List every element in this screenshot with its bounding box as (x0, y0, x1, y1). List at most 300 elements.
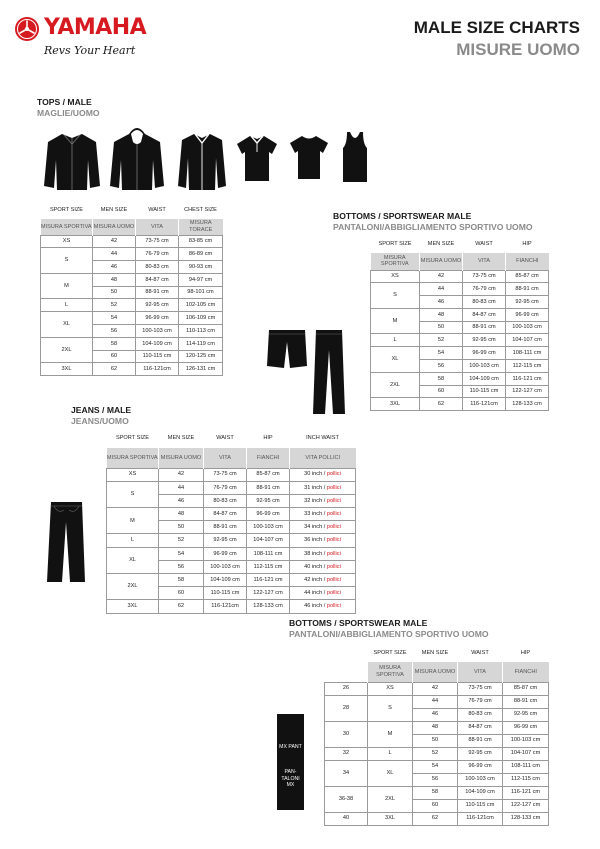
waist-cell: 73-75 cm (463, 270, 506, 283)
men-size-cell: 54 (159, 547, 204, 560)
sport-size-cell: S (107, 481, 159, 507)
col-vita: VITA (136, 219, 179, 235)
waist-cell: 116-121cm (463, 398, 506, 411)
table-row (107, 547, 356, 560)
inch-waist-cell (290, 534, 356, 547)
waist-cell: 100-103 cm (136, 325, 179, 338)
chest-cell: 98-101 cm (179, 286, 223, 299)
sport-size-cell: S (368, 695, 413, 721)
waist-cell: 73-75 cm (458, 682, 503, 695)
men-size-cell: 50 (420, 321, 463, 334)
table-row (371, 270, 549, 283)
waist-cell: 92-95 cm (458, 747, 503, 760)
mx-size-cell: 32 (325, 747, 368, 760)
hip-cell: 85-87 cm (506, 270, 549, 283)
hip-cell: 96-99 cm (506, 308, 549, 321)
col-mx-size (325, 644, 368, 662)
hip-cell: 104-107 cm (506, 334, 549, 347)
hip-cell: 108-111 cm (506, 347, 549, 360)
men-size-cell: 62 (159, 600, 204, 613)
inch-value: 36 inch / (304, 537, 327, 544)
table-row (41, 312, 223, 325)
sport-size-cell: L (41, 299, 93, 312)
jacket-icon (42, 130, 102, 192)
inch-waist-cell (290, 521, 356, 534)
waist-cell: 110-115 cm (458, 799, 503, 812)
sport-size-cell: 2XL (41, 337, 93, 363)
pollici-word: pollici (326, 576, 341, 583)
col-waist: WAIST (148, 207, 166, 214)
inch-waist-cell (290, 547, 356, 560)
hip-cell: 104-107 cm (503, 747, 549, 760)
men-size-cell: 48 (413, 721, 458, 734)
pollici-word: pollici (326, 471, 341, 478)
inch-value: 34 inch / (304, 524, 327, 531)
tops-size-table (40, 202, 223, 376)
hip-cell: 128-133 cm (506, 398, 549, 411)
sport-size-cell: M (107, 508, 159, 534)
hip-cell: 100-103 cm (506, 321, 549, 334)
waist-cell: 96-99 cm (204, 547, 247, 560)
pollici-word: pollici (326, 603, 341, 610)
sport-size-cell: S (371, 283, 420, 309)
waist-cell: 100-103 cm (458, 773, 503, 786)
sport-size-cell: XS (107, 468, 159, 481)
chest-cell: 114-119 cm (179, 337, 223, 350)
inch-value: 42 inch / (304, 576, 327, 583)
waist-cell: 100-103 cm (463, 360, 506, 373)
mx-size-cell: 28 (325, 695, 368, 721)
mx-size-cell: 30 (325, 721, 368, 747)
shorts-icon (266, 328, 308, 370)
tank-top-icon (342, 130, 368, 184)
col-misura-sportiva: MISURA SPORTIVA (371, 253, 420, 270)
tops-header-en (41, 202, 223, 219)
men-size-cell: 48 (159, 508, 204, 521)
table-row (371, 398, 549, 411)
table-row (325, 812, 549, 825)
bottoms1-title-it: PANTALONI/ABBIGLIAMENTO SPORTIVO UOMO (333, 222, 533, 232)
waist-cell: 116-121cm (204, 600, 247, 613)
pollici-word: pollici (326, 524, 341, 531)
sport-size-cell: XS (41, 235, 93, 248)
men-size-cell: 54 (93, 312, 136, 325)
hip-cell: 85-87 cm (247, 468, 290, 481)
waist-cell: 80-83 cm (458, 708, 503, 721)
pollici-word: pollici (326, 510, 341, 517)
table-row (107, 574, 356, 587)
table-row (325, 721, 549, 734)
brand-name: YAMAHA (44, 15, 147, 40)
jeans-size-table (106, 428, 356, 614)
jeans-title-it: JEANS/UOMO (71, 416, 129, 426)
hip-cell: 128-133 cm (247, 600, 290, 613)
col-sport-size: SPORT SIZE (49, 207, 84, 214)
waist-cell: 84-87 cm (458, 721, 503, 734)
men-size-cell: 62 (420, 398, 463, 411)
col-sport-size: SPORT SIZE (378, 241, 412, 248)
col-men-size: MEN SIZE (100, 207, 128, 214)
waist-cell: 88-91 cm (204, 521, 247, 534)
waist-cell: 96-99 cm (463, 347, 506, 360)
chest-cell: 110-113 cm (179, 325, 223, 338)
inch-value: 32 inch / (304, 497, 327, 504)
waist-cell: 88-91 cm (463, 321, 506, 334)
sport-size-cell: XL (368, 760, 413, 786)
men-size-cell: 42 (159, 468, 204, 481)
tops-title-en: TOPS / MALE (37, 97, 92, 107)
col-misura-sportiva: MISURA SPORTIVA (368, 662, 413, 682)
waist-cell: 92-95 cm (204, 534, 247, 547)
bottoms2-header-it (325, 662, 549, 682)
col-men-size: MEN SIZE (167, 434, 195, 441)
tshirt-icon (288, 133, 330, 181)
col-waist: WAIST (471, 649, 489, 656)
men-size-cell: 44 (93, 248, 136, 261)
page-title-it: MISURE UOMO (456, 40, 580, 59)
men-size-cell: 60 (159, 587, 204, 600)
sport-size-cell: M (368, 721, 413, 747)
men-size-cell: 52 (93, 299, 136, 312)
col-sport-size: SPORT SIZE (373, 649, 407, 656)
men-size-cell: 60 (93, 350, 136, 363)
sport-size-cell: 3XL (107, 600, 159, 613)
col-misura-uomo: MISURA UOMO (413, 662, 458, 682)
col-chest-size: CHEST SIZE (184, 207, 217, 214)
men-size-cell: 58 (93, 337, 136, 350)
inch-value: 46 inch / (304, 603, 327, 610)
waist-cell: 110-115 cm (136, 350, 179, 363)
sport-size-cell: L (368, 747, 413, 760)
inch-waist-cell (290, 587, 356, 600)
men-size-cell: 54 (420, 347, 463, 360)
waist-cell: 84-87 cm (463, 308, 506, 321)
waist-cell: 96-99 cm (458, 760, 503, 773)
col-men-size: MEN SIZE (421, 649, 449, 656)
men-size-cell: 50 (159, 521, 204, 534)
jeans-header-en (107, 428, 356, 448)
men-size-cell: 62 (413, 812, 458, 825)
waist-cell: 76-79 cm (204, 481, 247, 494)
waist-cell: 104-109 cm (458, 786, 503, 799)
polo-icon (235, 133, 279, 183)
table-row (107, 508, 356, 521)
table-row (371, 334, 549, 347)
bottoms2-title-it: PANTALONI/ABBIGLIAMENTO SPORTIVO UOMO (289, 629, 489, 639)
inch-waist-cell (290, 560, 356, 573)
hip-cell: 104-107 cm (247, 534, 290, 547)
hip-cell: 108-111 cm (503, 760, 549, 773)
men-size-cell: 46 (159, 494, 204, 507)
waist-cell: 104-109 cm (204, 574, 247, 587)
waist-cell: 104-109 cm (463, 372, 506, 385)
men-size-cell: 46 (420, 296, 463, 309)
hip-cell: 85-87 cm (503, 682, 549, 695)
hip-cell: 88-91 cm (503, 695, 549, 708)
pollici-word: pollici (326, 590, 341, 597)
waist-cell: 110-115 cm (463, 385, 506, 398)
hoodie-icon (108, 122, 166, 192)
waist-cell: 116-121cm (136, 363, 179, 376)
hip-cell: 92-95 cm (247, 494, 290, 507)
bottoms1-header-it (371, 253, 549, 270)
waist-cell: 84-87 cm (136, 273, 179, 286)
bottoms2-size-table (324, 644, 549, 826)
inch-waist-cell (290, 468, 356, 481)
hip-cell: 96-99 cm (247, 508, 290, 521)
waist-cell: 73-75 cm (136, 235, 179, 248)
col-sport-size: SPORT SIZE (115, 434, 150, 441)
chest-cell: 90-93 cm (179, 261, 223, 274)
men-size-cell: 58 (420, 372, 463, 385)
hip-cell: 116-121 cm (506, 372, 549, 385)
col-vita-pollici: VITA POLLICI (290, 448, 356, 468)
table-row (371, 283, 549, 296)
men-size-cell: 48 (93, 273, 136, 286)
sport-size-cell: 2XL (368, 786, 413, 812)
col-vita: VITA (458, 662, 503, 682)
page-title-en: MALE SIZE CHARTS (413, 18, 580, 37)
men-size-cell: 42 (420, 270, 463, 283)
col-waist: WAIST (216, 434, 234, 441)
col-misura-uomo: MISURA UOMO (420, 253, 463, 270)
table-row (41, 363, 223, 376)
men-size-cell: 56 (159, 560, 204, 573)
hip-cell: 128-133 cm (503, 812, 549, 825)
table-row (41, 235, 223, 248)
col-misura-uomo: MISURA UOMO (93, 219, 136, 235)
col-men-size: MEN SIZE (427, 241, 455, 248)
jeans-icon (46, 500, 86, 584)
hip-cell: 92-95 cm (506, 296, 549, 309)
waist-cell: 76-79 cm (136, 248, 179, 261)
shirt-icon (176, 130, 228, 192)
sport-size-cell: 3XL (371, 398, 420, 411)
sport-size-cell: S (41, 248, 93, 274)
pollici-word: pollici (326, 563, 341, 570)
col-inch-waist: INCH WAIST (306, 434, 339, 441)
hip-cell: 112-115 cm (247, 560, 290, 573)
men-size-cell: 44 (413, 695, 458, 708)
hip-cell: 88-91 cm (506, 283, 549, 296)
inch-value: 31 inch / (304, 484, 327, 491)
table-row (41, 299, 223, 312)
sport-size-cell: 3XL (41, 363, 93, 376)
sport-size-cell: L (371, 334, 420, 347)
chest-cell: 126-131 cm (179, 363, 223, 376)
mx-pant-label-it: PAN-TALONI MX (281, 769, 300, 788)
bottoms2-header-en (325, 644, 549, 662)
hip-cell: 92-95 cm (503, 708, 549, 721)
bottoms1-size-table (370, 236, 549, 411)
pollici-word: pollici (326, 497, 341, 504)
men-size-cell: 56 (413, 773, 458, 786)
men-size-cell: 60 (420, 385, 463, 398)
table-row (107, 468, 356, 481)
table-row (371, 372, 549, 385)
inch-waist-cell (290, 574, 356, 587)
jeans-header-it (107, 448, 356, 468)
hip-cell: 122-127 cm (503, 799, 549, 812)
inch-value: 40 inch / (304, 563, 327, 570)
waist-cell: 88-91 cm (136, 286, 179, 299)
chest-cell: 120-125 cm (179, 350, 223, 363)
men-size-cell: 44 (159, 481, 204, 494)
table-row (41, 248, 223, 261)
table-row (325, 747, 549, 760)
jeans-title-en: JEANS / MALE (71, 405, 132, 415)
col-vita: VITA (204, 448, 247, 468)
waist-cell: 76-79 cm (458, 695, 503, 708)
hip-cell: 116-121 cm (503, 786, 549, 799)
men-size-cell: 46 (93, 261, 136, 274)
col-hip: HIP (263, 434, 273, 441)
men-size-cell: 52 (159, 534, 204, 547)
mx-size-cell: 26 (325, 682, 368, 695)
waist-cell: 80-83 cm (463, 296, 506, 309)
table-row (107, 600, 356, 613)
inch-waist-cell (290, 508, 356, 521)
page-title (414, 18, 580, 60)
hip-cell: 112-115 cm (506, 360, 549, 373)
waist-cell: 104-109 cm (136, 337, 179, 350)
jeans-section-title (71, 405, 131, 427)
waist-cell: 110-115 cm (204, 587, 247, 600)
waist-cell: 80-83 cm (136, 261, 179, 274)
hip-cell: 112-115 cm (503, 773, 549, 786)
tuning-fork-emblem-icon (14, 16, 40, 42)
tops-section-title (37, 97, 100, 119)
chest-cell: 94-97 cm (179, 273, 223, 286)
inch-value: 30 inch / (304, 471, 327, 478)
pollici-word: pollici (326, 537, 341, 544)
men-size-cell: 48 (420, 308, 463, 321)
men-size-cell: 52 (420, 334, 463, 347)
sport-size-cell: XL (107, 547, 159, 573)
col-misura-sportiva: MISURA SPORTIVA (41, 219, 93, 235)
mx-size-cell: 40 (325, 812, 368, 825)
sport-size-cell: XS (371, 270, 420, 283)
waist-cell: 92-95 cm (463, 334, 506, 347)
men-size-cell: 52 (413, 747, 458, 760)
table-row (371, 347, 549, 360)
chest-cell: 86-89 cm (179, 248, 223, 261)
sport-size-cell: XL (371, 347, 420, 373)
waist-cell: 88-91 cm (458, 734, 503, 747)
waist-cell: 73-75 cm (204, 468, 247, 481)
men-size-cell: 54 (413, 760, 458, 773)
hip-cell: 116-121 cm (247, 574, 290, 587)
men-size-cell: 56 (93, 325, 136, 338)
col-misura-sportiva: MISURA SPORTIVA (107, 448, 159, 468)
table-row (325, 682, 549, 695)
men-size-cell: 56 (420, 360, 463, 373)
waist-cell: 92-95 cm (136, 299, 179, 312)
table-row (41, 337, 223, 350)
tops-header-it (41, 219, 223, 235)
men-size-cell: 46 (413, 708, 458, 721)
mx-size-cell: 36-38 (325, 786, 368, 812)
bottoms2-section-title (289, 618, 489, 640)
mx-size-cell: 34 (325, 760, 368, 786)
inch-waist-cell (290, 481, 356, 494)
sport-size-cell: 2XL (107, 574, 159, 600)
waist-cell: 96-99 cm (136, 312, 179, 325)
col-mx-size-it (325, 662, 368, 682)
inch-value: 38 inch / (304, 550, 327, 557)
col-hip: HIP (520, 649, 531, 656)
men-size-cell: 60 (413, 799, 458, 812)
inch-waist-cell (290, 600, 356, 613)
table-row (107, 534, 356, 547)
sport-size-cell: M (371, 308, 420, 334)
waist-cell: 84-87 cm (204, 508, 247, 521)
brand-tagline: Revs Your Heart (44, 44, 136, 57)
men-size-cell: 58 (159, 574, 204, 587)
hip-cell: 96-99 cm (503, 721, 549, 734)
bottoms1-section-title (333, 211, 533, 233)
men-size-cell: 50 (413, 734, 458, 747)
table-row (325, 786, 549, 799)
pollici-word: pollici (326, 550, 341, 557)
col-fianchi: FIANCHI (506, 253, 549, 270)
trousers-icon (312, 328, 346, 416)
sport-size-cell: L (107, 534, 159, 547)
hip-cell: 108-111 cm (247, 547, 290, 560)
hip-cell: 100-103 cm (247, 521, 290, 534)
men-size-cell: 42 (413, 682, 458, 695)
waist-cell: 80-83 cm (204, 494, 247, 507)
sport-size-cell: XL (41, 312, 93, 338)
men-size-cell: 50 (93, 286, 136, 299)
sport-size-cell: 3XL (368, 812, 413, 825)
col-waist: WAIST (475, 241, 493, 248)
yamaha-logo (14, 14, 164, 64)
tops-title-it: MAGLIE/UOMO (37, 108, 100, 118)
chest-cell: 106-109 cm (179, 312, 223, 325)
men-size-cell: 42 (93, 235, 136, 248)
col-hip: HIP (522, 241, 532, 248)
sport-size-cell: XS (368, 682, 413, 695)
hip-cell: 122-127 cm (247, 587, 290, 600)
hip-cell: 100-103 cm (503, 734, 549, 747)
waist-cell: 100-103 cm (204, 560, 247, 573)
pollici-word: pollici (326, 484, 341, 491)
men-size-cell: 58 (413, 786, 458, 799)
table-row (371, 308, 549, 321)
bottoms2-title-en: BOTTOMS / SPORTSWEAR MALE (289, 618, 428, 628)
bottoms1-title-en: BOTTOMS / SPORTSWEAR MALE (333, 211, 472, 221)
hip-cell: 88-91 cm (247, 481, 290, 494)
mx-pant-label (277, 714, 304, 810)
bottoms1-header-en (371, 236, 549, 253)
men-size-cell: 62 (93, 363, 136, 376)
mx-pant-label-en: MX PANT (279, 744, 302, 750)
col-fianchi: FIANCHI (503, 662, 549, 682)
waist-cell: 116-121cm (458, 812, 503, 825)
col-fianchi: FIANCHI (247, 448, 290, 468)
hip-cell: 122-127 cm (506, 385, 549, 398)
waist-cell: 76-79 cm (463, 283, 506, 296)
inch-waist-cell (290, 494, 356, 507)
col-misura-torace: MISURA TORACE (179, 219, 223, 235)
table-row (325, 760, 549, 773)
col-vita: VITA (463, 253, 506, 270)
men-size-cell: 44 (420, 283, 463, 296)
table-row (41, 273, 223, 286)
sport-size-cell: M (41, 273, 93, 299)
chest-cell: 83-85 cm (179, 235, 223, 248)
